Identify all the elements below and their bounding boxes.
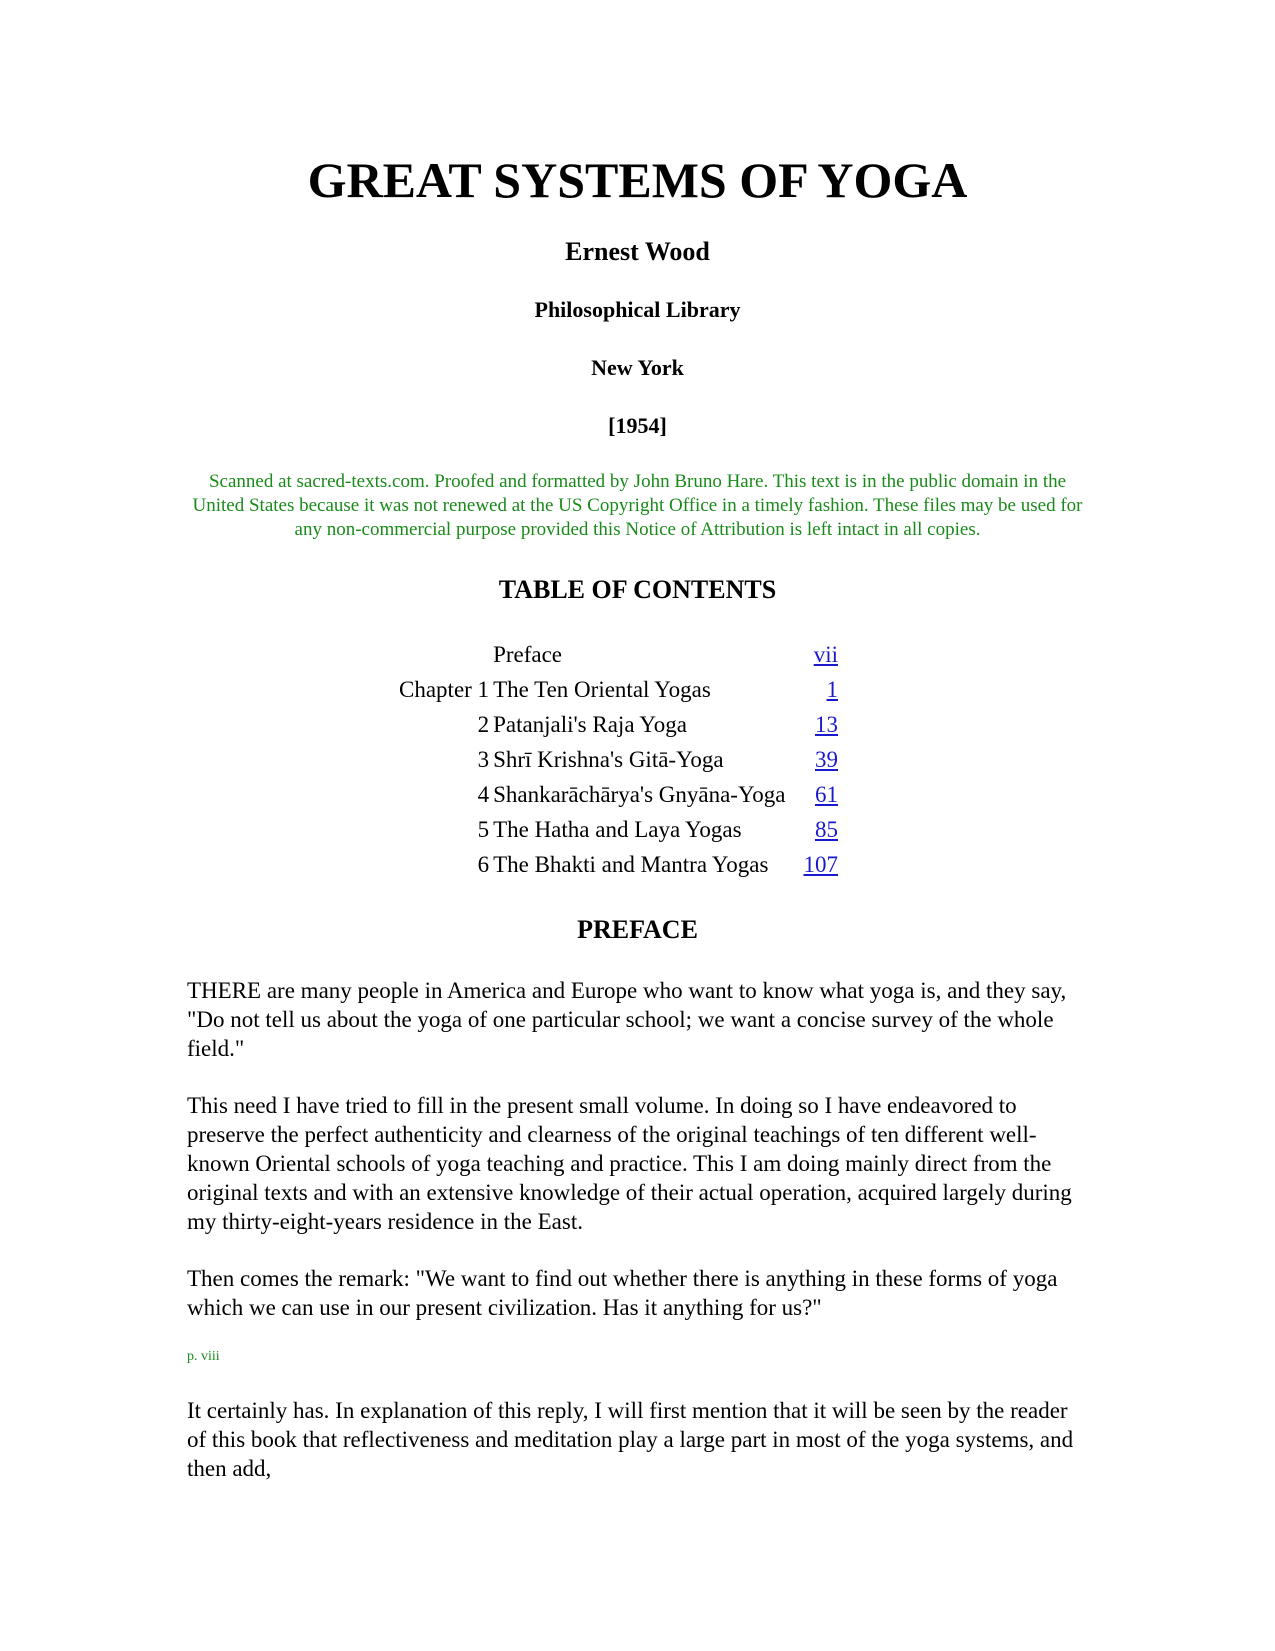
toc-row-prefix xyxy=(395,637,493,672)
author-name: Ernest Wood xyxy=(565,237,710,266)
toc-row xyxy=(395,672,842,707)
toc-table xyxy=(395,637,842,882)
toc-row xyxy=(395,847,842,882)
toc-row xyxy=(395,707,842,742)
toc-page-link[interactable]: 107 xyxy=(803,852,838,877)
toc-row xyxy=(395,742,842,777)
publisher-name: Philosophical Library xyxy=(534,297,741,322)
toc-page-link[interactable]: 39 xyxy=(814,747,838,772)
preface-paragraph: It certainly has. In explanation of this reply, I will first mention that it will be seen by the reader of this book that reflectiveness and meditation play a large part in most of the yoga systems, and then add, xyxy=(187,1398,1074,1481)
toc-row-prefix: 6 xyxy=(477,852,490,877)
toc-page-link[interactable]: 61 xyxy=(814,782,838,807)
toc-row xyxy=(395,637,842,672)
preface-paragraph: This need I have tried to fill in the present small volume. In doing so I have endeavored to preserve the perfect authenticity and clearness of the original teachings of ten different well-known Oriental schools of yoga teaching and practice. This I am doing mainly direct from the original texts and with an extensive knowledge of their actual operation, acquired largely during my thirty-eight-years residence in the East. xyxy=(187,1093,1072,1234)
toc-row-prefix: 2 xyxy=(477,712,490,737)
toc-page-link[interactable]: 13 xyxy=(814,712,838,737)
toc-row-title: Preface xyxy=(493,642,563,667)
attribution-notice: Scanned at sacred-texts.com. Proofed and formatted by John Bruno Hare. This text is in the public domain in the United States because it was not renewed at the US Copyright Office in a timely fashion. These files may be used for any non-commercial purpose provided this Notice of Attribution is left intact in all copies. xyxy=(192,471,1083,540)
page-marker: p. viii xyxy=(187,1349,220,1364)
toc-row-title: The Ten Oriental Yogas xyxy=(493,677,711,702)
toc-row-prefix: 5 xyxy=(477,817,490,842)
publication-year: [1954] xyxy=(608,413,667,438)
toc-row-title: Shrī Krishna's Gitā-Yoga xyxy=(493,747,724,772)
preface-paragraph: THERE are many people in America and Europe who want to know what yoga is, and they say, "Do not tell us about the yoga of one particular school; we want a concise survey of the whole field." xyxy=(187,978,1067,1061)
preface-heading: PREFACE xyxy=(577,915,698,944)
toc-page-link[interactable]: 85 xyxy=(814,817,838,842)
publication-city: New York xyxy=(591,355,684,380)
toc-page-link[interactable]: vii xyxy=(813,642,838,667)
toc-page-link[interactable]: 1 xyxy=(826,677,838,702)
toc-row-title: Shankarāchārya's Gnyāna-Yoga xyxy=(493,782,786,807)
preface-paragraph: Then comes the remark: "We want to find out whether there is anything in these forms of yoga which we can use in our present civilization. Has it anything for us?" xyxy=(187,1266,1058,1320)
toc-row-title: The Bhakti and Mantra Yogas xyxy=(493,852,769,877)
toc-row xyxy=(395,812,842,847)
toc-heading: TABLE OF CONTENTS xyxy=(498,575,777,604)
toc-row-title: The Hatha and Laya Yogas xyxy=(493,817,742,842)
toc-row-prefix: 3 xyxy=(477,747,490,772)
toc-row-prefix: Chapter 1 xyxy=(399,677,490,702)
toc-row-prefix: 4 xyxy=(477,782,490,807)
book-title: GREAT SYSTEMS OF YOGA xyxy=(307,152,968,208)
toc-row xyxy=(395,777,842,812)
toc-row-title: Patanjali's Raja Yoga xyxy=(493,712,687,737)
